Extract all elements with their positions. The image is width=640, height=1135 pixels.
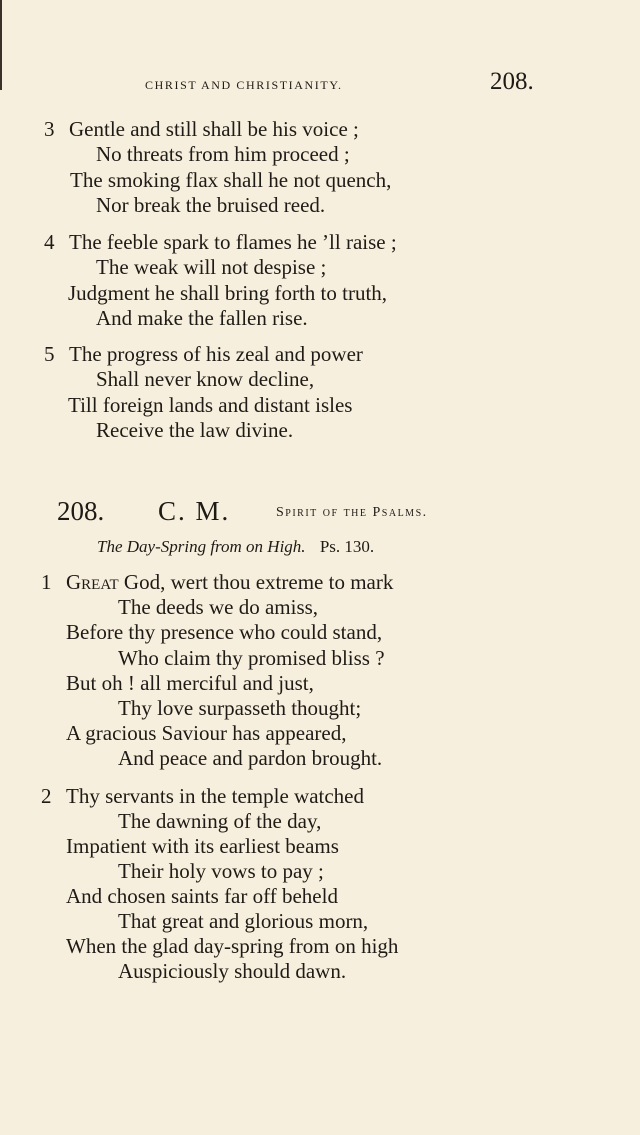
- verse-line: Who claim thy promised bliss ?: [118, 646, 385, 670]
- stanza-number: 5: [44, 342, 55, 366]
- verse-line: Auspiciously should dawn.: [118, 959, 347, 983]
- verse-line: And peace and pardon brought.: [118, 746, 383, 770]
- page-header: [0, 62, 640, 96]
- hymn-number: 208.: [57, 496, 105, 526]
- verse-line: The smoking flax shall he not quench,: [70, 168, 392, 192]
- stanza-number: 1: [41, 570, 52, 594]
- verse-line: Shall never know decline,: [96, 367, 315, 391]
- verse-line: No threats from him proceed ;: [96, 142, 350, 166]
- verse-line: The feeble spark to flames he ’ll raise ;: [69, 230, 397, 254]
- verse-line: Receive the law divine.: [96, 418, 294, 442]
- verse-line: Their holy vows to pay ;: [118, 859, 324, 883]
- hymn-source: Spirit of the Psalms.: [276, 505, 428, 520]
- verse-line: Gentle and still shall be his voice ;: [69, 117, 359, 141]
- verse-line: When the glad day-spring from on high: [66, 934, 399, 958]
- running-title: CHRIST AND CHRISTIANITY.: [145, 78, 343, 92]
- verse-line: Thy servants in the temple watched: [66, 784, 364, 808]
- verse-line: A gracious Saviour has appeared,: [66, 721, 347, 745]
- hymn-heading: [0, 496, 640, 536]
- verse-line: That great and glorious morn,: [118, 909, 369, 933]
- verse-line: Till foreign lands and distant isles: [68, 393, 353, 417]
- verse-line-rest: God, wert thou extreme to mark: [118, 570, 394, 594]
- hymn-title: The Day-Spring from on High.: [97, 537, 306, 556]
- verse-line: Judgment he shall bring forth to truth,: [68, 281, 388, 305]
- verse-line: The dawning of the day,: [118, 809, 322, 833]
- stanza-number: 4: [44, 230, 55, 254]
- verse-line: And chosen saints far off beheld: [66, 884, 338, 908]
- verse-line: Thy love surpasseth thought;: [118, 696, 362, 720]
- verse-line: Impatient with its earliest beams: [66, 834, 339, 858]
- hymn-meter: C. M.: [158, 496, 231, 526]
- first-word: Great: [66, 570, 119, 594]
- verse-line: Nor break the bruised reed.: [96, 193, 326, 217]
- page-number: 208.: [490, 68, 534, 95]
- verse-line: The progress of his zeal and power: [69, 342, 363, 366]
- hymn-subtitle: [97, 537, 374, 557]
- scripture-reference: Ps. 130.: [319, 537, 375, 556]
- verse-line: Before thy presence who could stand,: [66, 620, 383, 644]
- stanza-number: 3: [44, 117, 55, 141]
- verse-line: But oh ! all merciful and just,: [66, 671, 314, 695]
- verse-line-first: [66, 570, 393, 596]
- verse-line: The deeds we do amiss,: [118, 595, 319, 619]
- stanza-number: 2: [41, 784, 52, 808]
- verse-line: And make the fallen rise.: [96, 306, 308, 330]
- verse-line: The weak will not despise ;: [96, 255, 327, 279]
